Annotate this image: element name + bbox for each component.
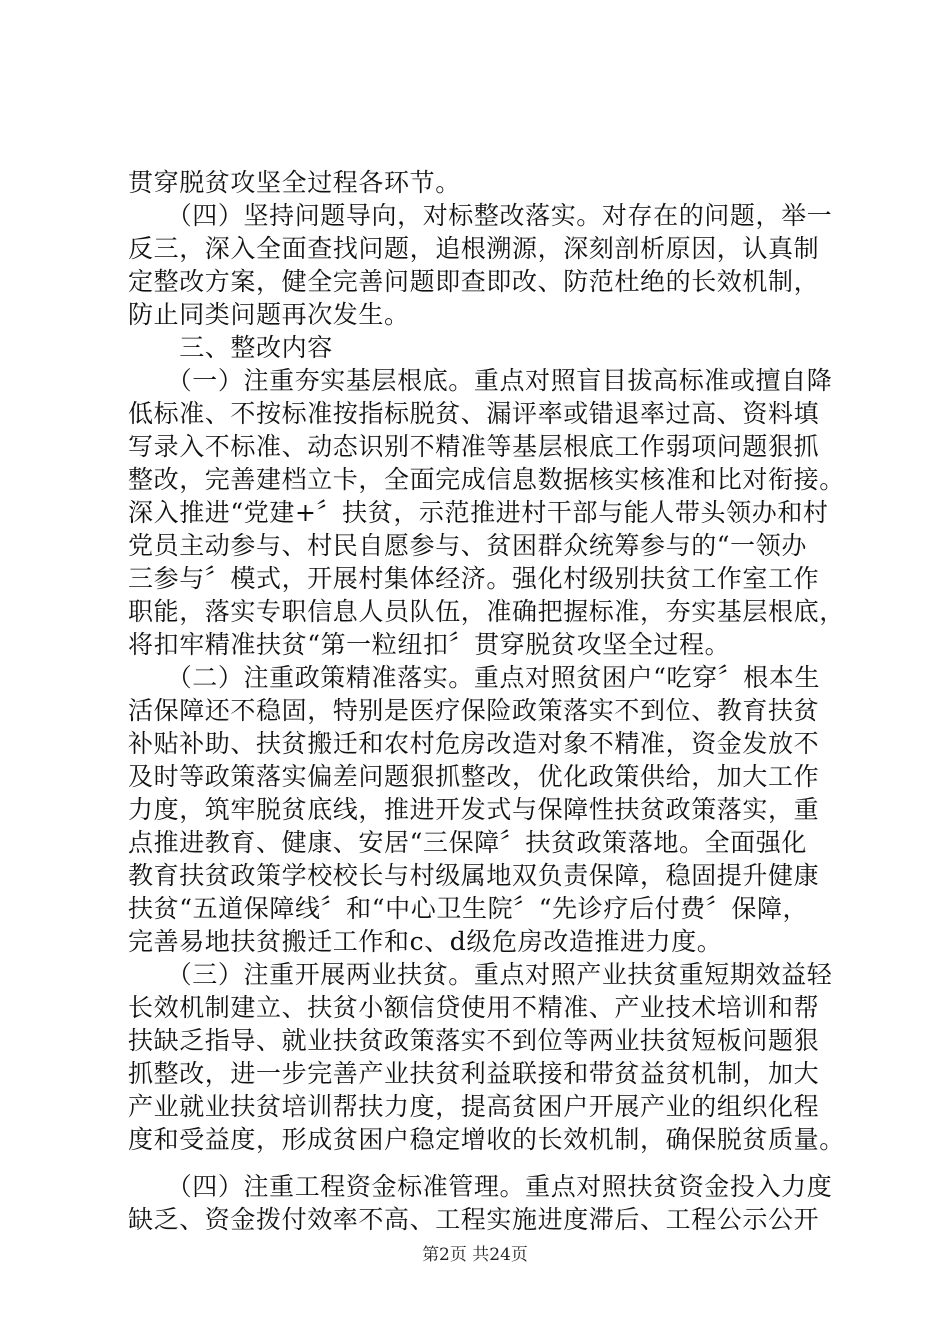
text-line: 及时等政策落实偏差问题狠抓整改，优化政策供给，加大工作 <box>128 762 820 791</box>
text-line: 完善易地扶贫搬迁工作和c、d级危房改造推进力度。 <box>128 927 723 956</box>
text-line: （三）注重开展两业扶贫。重点对照产业扶贫重短期效益轻 <box>128 960 833 989</box>
text-line: 职能，落实专职信息人员队伍，准确把握标准，夯实基层根底， <box>128 597 845 626</box>
text-line: 反三，深入全面查找问题，追根溯源，深刻剖析原因，认真制 <box>128 234 820 263</box>
text-line: 点推进教育、健康、安居“三保障〞扶贫政策落地。全面强化 <box>128 828 807 857</box>
text-line: （四）注重工程资金标准管理。重点对照扶贫资金投入力度 <box>128 1172 833 1201</box>
text-line: （一）注重夯实基层根底。重点对照盲目拔高标准或擅自降 <box>128 366 833 395</box>
text-line: 扶贫“五道保障线〞和“中心卫生院〞“先诊疗后付费〞保障， <box>128 894 809 923</box>
text-line: （四）坚持问题导向，对标整改落实。对存在的问题，举一 <box>128 201 833 230</box>
section-heading: 三、整改内容 <box>128 333 333 362</box>
text-line: 扶缺乏指导、就业扶贫政策落实不到位等两业扶贫短板问题狠 <box>128 1026 820 1055</box>
text-line: （二）注重政策精准落实。重点对照贫困户“吃穿〞根本生 <box>128 663 821 692</box>
text-line: 贯穿脱贫攻坚全过程各环节。 <box>128 168 461 197</box>
text-line: 三参与〞模式，开展村集体经济。强化村级别扶贫工作室工作 <box>128 564 820 593</box>
text-line: 缺乏、资金拨付效率不高、工程实施进度滞后、工程公示公开 <box>128 1205 820 1234</box>
text-line: 抓整改，进一步完善产业扶贫利益联接和带贫益贫机制，加大 <box>128 1059 820 1088</box>
text-line: 深入推进“党建+〞扶贫，示范推进村干部与能人带头领办和村 <box>128 498 829 527</box>
page-number-footer: 第2页 共24页 <box>422 1245 528 1265</box>
text-line: 低标准、不按标准按指标脱贫、漏评率或错退率过高、资料填 <box>128 399 820 428</box>
text-line: 产业就业扶贫培训帮扶力度，提高贫困户开展产业的组织化程 <box>128 1092 820 1121</box>
text-line: 补贴补助、扶贫搬迁和农村危房改造对象不精准，资金发放不 <box>128 729 820 758</box>
text-line: 度和受益度，形成贫困户稳定增收的长效机制，确保脱贫质量。 <box>128 1125 845 1154</box>
text-line: 活保障还不稳固，特别是医疗保险政策落实不到位、教育扶贫 <box>128 696 820 725</box>
text-line: 写录入不标准、动态识别不精准等基层根底工作弱项问题狠抓 <box>128 432 820 461</box>
text-line: 防止同类问题再次发生。 <box>128 300 410 329</box>
text-line: 将扣牢精准扶贫“第一粒纽扣〞贯穿脱贫攻坚全过程。 <box>128 630 731 659</box>
text-line: 党员主动参与、村民自愿参与、贫困群众统筹参与的“一领办 <box>128 531 807 560</box>
text-line: 长效机制建立、扶贫小额信贷使用不精准、产业技术培训和帮 <box>128 993 820 1022</box>
text-line: 教育扶贫政策学校校长与村级属地双负责保障，稳固提升健康 <box>128 861 820 890</box>
text-line: 力度，筑牢脱贫底线，推进开发式与保障性扶贫政策落实，重 <box>128 795 820 824</box>
text-line: 整改，完善建档立卡，全面完成信息数据核实核准和比对衔接。 <box>128 465 845 494</box>
text-line: 定整改方案，健全完善问题即查即改、防范杜绝的长效机制， <box>128 267 820 296</box>
